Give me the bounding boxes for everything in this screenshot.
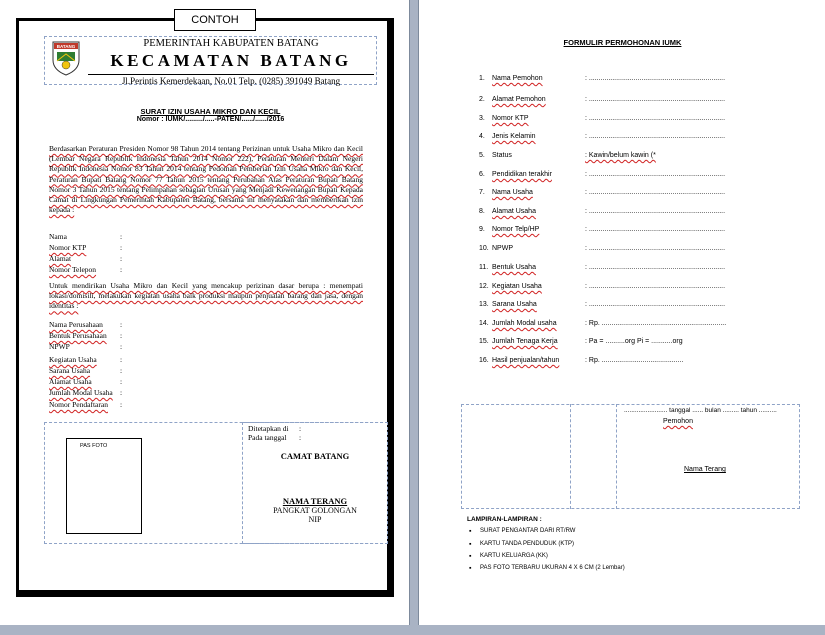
photo-box: [66, 438, 142, 534]
row-value: : ......................................................................: [585, 264, 726, 271]
row-number: 15.: [479, 338, 489, 345]
row-value: : ......................................................................: [585, 115, 726, 122]
row-label: Jumlah Modal usaha: [492, 320, 557, 327]
row-number: 9.: [479, 226, 485, 233]
issued-date-label: Pada tanggal: [248, 433, 287, 442]
row-label: Nama Pemohon: [492, 75, 543, 82]
row-value: : ......................................................................: [585, 75, 726, 82]
field-label: Jumlah Modal Usaha: [49, 388, 113, 397]
row-number: 1.: [479, 75, 485, 82]
permit-number: Nomor : IUMK/........./.....-PATEN/....../....../2016: [136, 116, 285, 123]
application-form-page: [418, 0, 825, 625]
row-label: Alamat Usaha: [492, 208, 536, 215]
logo-text: BATANG: [56, 44, 76, 49]
middle-paragraph: Untuk mendirikan Usaha Mikro dan Kecil yang mencakup perizinan dasar berupa : menempati lokasi/domisili, melakukan kegiatan usaha baik produksi maupun penjualan barang dan jasa, dengan identitas :: [49, 281, 363, 311]
signer-rank: PANGKAT GOLONGAN: [273, 506, 357, 515]
row-value: : ......................................................................: [585, 283, 726, 290]
row-value: : Rp. ................................................................: [585, 320, 727, 327]
field-label: Nomor Pendaftaran: [49, 400, 108, 409]
batang-logo-icon: [51, 40, 81, 76]
signer-name: NAMA TERANG: [282, 496, 348, 506]
row-label: Status: [492, 152, 512, 159]
row-label: Alamat Pemohon: [492, 96, 546, 103]
form-signature-box: [461, 404, 800, 509]
row-number: 2.: [479, 96, 485, 103]
row-label: Bentuk Usaha: [492, 264, 536, 271]
attachments-title: LAMPIRAN-LAMPIRAN :: [467, 516, 542, 523]
field-label: Kegiatan Usaha: [49, 355, 97, 364]
government-title: PEMERINTAH KABUPATEN BATANG: [143, 38, 319, 49]
intro-paragraph: Berdasarkan Peraturan Presiden Nomor 98 Tahun 2014 tentang Perizinan untuk Usaha Mikro dan Kecil (Lembar Negara Republik Indonesia Tahun 2014 Nomor 222), Peraturan Menteri Dalam Negeri Republik Indonesia Nomor 83 Tahun 2014 tentang Pedoman Pemberian Izin Usaha Mikro dan Kecil, Peraturan Bupati Batang Nomor 77 Tahun 2015 tentang Perubahan Atas Peraturan Bupati Batang Nomor 3 Tahun 2015 tentang Pelimpahan sebagian Urusan yang Menjadi Kewenangan Bupati Kepada Camat di Lingkungan Pemerintah Kabupaten Batang, bersama ini menyatakan dan memberikan izin kepada :: [49, 144, 363, 215]
row-label: Sarana Usaha: [492, 301, 537, 308]
permit-page: CONTOH BATANG PEMERINTAH KABUPATEN BATANG KECAMATAN BATANG Jl.Perintis Kemerdekaan, No.01 Telp. (0285) 391049 Batang SURAT IZIN USAHA MIKRO DAN KECIL Nomor : IUMK/........./.....-PATEN/....../....../2016 Berdasarkan Peraturan Presiden Nomor 98 Tahun 2014 tentang Perizinan untuk Usaha Mikro dan Kecil (Lembar Negara Republik Indonesia Tahun 2014 Nomor 222), Peraturan Menteri Dalam Negeri Republik Indonesia Nomor 83 Tahun 2014 tentang Pedoman Pemberian Izin Usaha Mikro dan Kecil, Peraturan Bupati Batang Nomor 77 Tahun 2015 tentang Perubahan Atas Peraturan Bupati Batang Nomor 3 Tahun 2015 tentang Pelimpahan sebagian Urusan yang Menjadi Kewenangan Bupati Kepada Camat di Lingkungan Pemerintah Kabupaten Batang, bersama ini menyatakan dan memberikan izin kepada : Nama : Nomor KTP : Alamat : Nomor Telepon : Untuk mendirikan Usaha Mikro dan Kecil yang mencakup perizinan dasar berupa : menempati lokasi/domisili, melakukan kegiatan usaha baik produksi maupun penjualan barang dan jasa, dengan identitas : Nama Perusahaan : Bentuk Perusahaan : NPWP : Kegiatan Usaha : Sarana Usaha : Alamat Usaha : Jumlah Modal Usaha : Nomor Pendaftaran : PAS FOTO Ditetapkan di : Pada tanggal : CAMAT BATANG NAMA TERANG PANGKAT GOLONGAN NIP: [0, 0, 410, 625]
row-number: 11.: [479, 264, 489, 271]
row-label: Pendidikan terakhir: [492, 171, 552, 178]
row-number: 10.: [479, 245, 489, 252]
form-title: FORMULIR PERMOHONAN IUMK: [563, 38, 682, 47]
row-number: 12.: [479, 283, 489, 290]
field-label: Alamat: [49, 254, 72, 263]
row-value: : Pa = ..........org Pi = ...........org: [585, 338, 683, 345]
row-label: Jumlah Tenaga Kerja: [492, 338, 558, 345]
row-label: Nomor Telp/HP: [492, 226, 540, 233]
row-value: : ......................................................................: [585, 208, 726, 215]
applicant-label: Pemohon: [663, 418, 693, 425]
row-number: 4.: [479, 133, 485, 140]
date-line: ........................ tanggal ...... bulan ......... tahun ..........: [624, 407, 777, 414]
row-label: Hasil penjualan/tahun: [492, 357, 560, 364]
row-value: : ......................................................................: [585, 171, 726, 178]
row-label: NPWP: [492, 245, 513, 252]
attachment-item: ▪ SURAT PENGANTAR DARI RT/RW: [480, 528, 575, 534]
row-number: 16.: [479, 357, 489, 364]
row-value: : Rp. ..........................................: [585, 357, 684, 364]
signer-title: CAMAT BATANG: [280, 451, 350, 461]
field-label: Nama: [49, 232, 67, 241]
field-label: Alamat Usaha: [49, 377, 92, 386]
row-value: : ......................................................................: [585, 226, 726, 233]
permit-title: SURAT IZIN USAHA MIKRO DAN KECIL: [140, 107, 281, 116]
field-label: Bentuk Perusahaan: [49, 331, 107, 340]
row-value: : Kawin/belum kawin (*: [585, 152, 656, 159]
row-number: 5.: [479, 152, 485, 159]
issued-at-label: Ditetapkan di: [248, 424, 289, 433]
row-value: : ......................................................................: [585, 189, 726, 196]
letterhead-address: Jl.Perintis Kemerdekaan, No.01 Telp. (0285) 391049 Batang: [88, 74, 374, 86]
row-number: 6.: [479, 171, 485, 178]
row-number: 8.: [479, 208, 485, 215]
field-label: Nomor Telepon: [49, 265, 97, 274]
sample-label: CONTOH: [174, 9, 256, 31]
applicant-name: Nama Terang: [684, 466, 726, 473]
attachment-item: ▪ KARTU KELUARGA (KK): [480, 553, 548, 559]
row-number: 7.: [479, 189, 485, 196]
field-label: Sarana Usaha: [49, 366, 91, 375]
row-number: 13.: [479, 301, 489, 308]
row-value: : ......................................................................: [585, 301, 726, 308]
field-label: Nomor KTP: [49, 243, 87, 252]
row-number: 14.: [479, 320, 489, 327]
row-label: Jenis Kelamin: [492, 133, 536, 140]
attachment-item: ▪ KARTU TANDA PENDUDUK (KTP): [480, 541, 574, 547]
row-value: : ......................................................................: [585, 96, 726, 103]
row-value: : ......................................................................: [585, 133, 726, 140]
row-number: 3.: [479, 115, 485, 122]
row-value: : ......................................................................: [585, 245, 726, 252]
attachment-item: ▪ PAS FOTO TERBARU UKURAN 4 X 6 CM (2 Lembar): [480, 565, 625, 571]
photo-label: PAS FOTO: [80, 443, 108, 449]
district-title: KECAMATAN BATANG: [110, 51, 352, 70]
row-label: Kegiatan Usaha: [492, 283, 542, 290]
signer-nip: NIP: [308, 515, 322, 524]
row-label: Nomor KTP: [492, 115, 529, 122]
row-label: Nama Usaha: [492, 189, 533, 196]
field-label: Nama Perusahaan: [49, 320, 103, 329]
field-label: NPWP: [49, 342, 70, 351]
